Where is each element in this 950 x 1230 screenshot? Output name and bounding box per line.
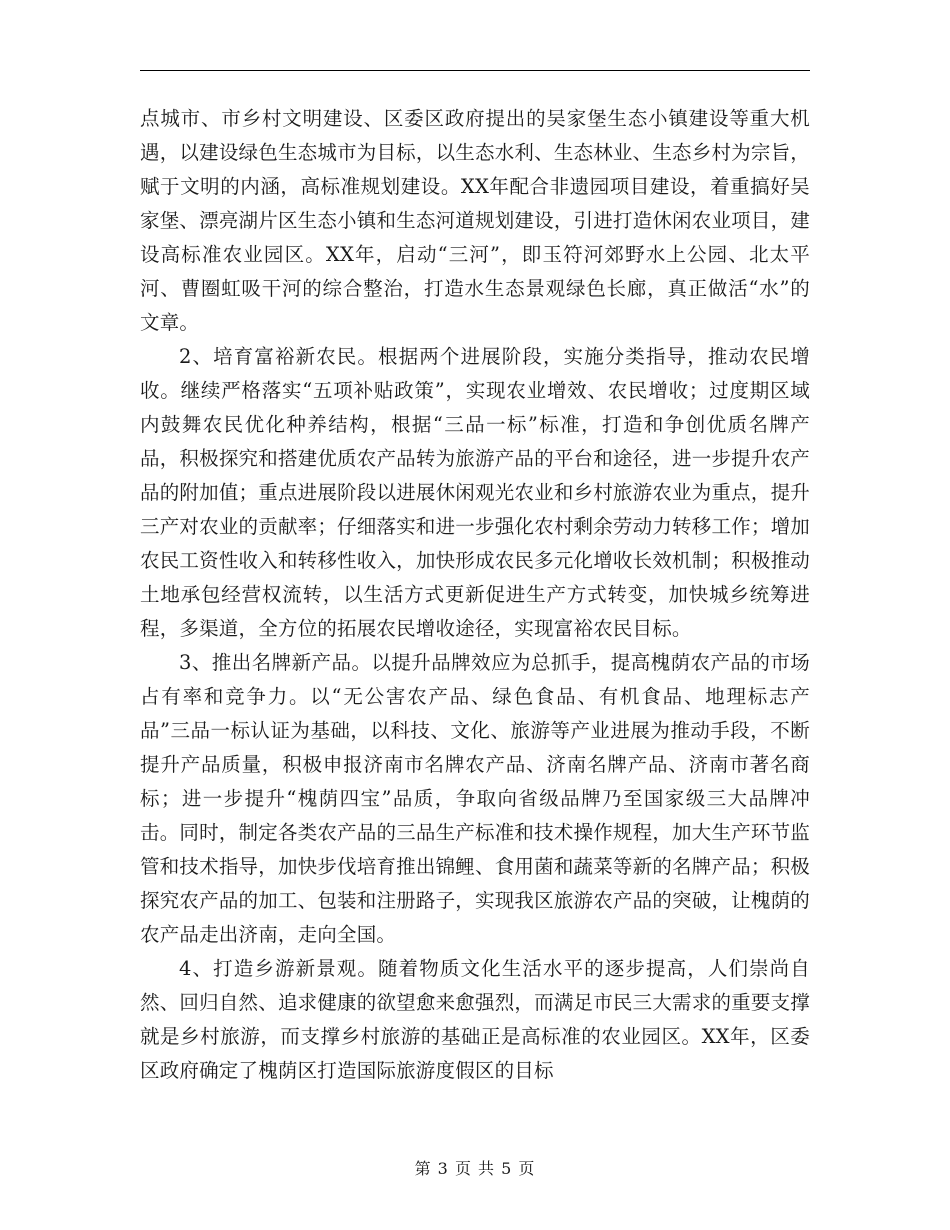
document-body <box>140 102 810 1088</box>
paragraph-4: 4、打造乡游新景观。随着物质文化生活水平的逐步提高，人们崇尚自然、回归自然、追求健康的欲望愈来愈强烈，而满足市民三大需求的重要支撑就是乡村旅游，而支撑乡村旅游的基础正是高标准的农业园区。XX年，区委区政府确定了槐荫区打造国际旅游度假区的目标 <box>140 957 810 1082</box>
paragraph-3: 3、推出名牌新产品。以提升品牌效应为总抓手，提高槐荫农产品的市场占有率和竞争力。以“无公害农产品、绿色食品、有机食品、地理标志产品”三品一标认证为基础，以科技、文化、旅游等产业进展为推动手段，不断提升产品质量，积极申报济南市名牌农产品、济南名牌产品、济南市著名商标；进一步提升“槐荫四宝”品质，争取向省级品牌乃至国家级三大品牌冲击。同时，制定各类农产品的三品生产标准和技术操作规程，加大生产环节监管和技术指导，加快步伐培育推出锦鲤、食用菌和蔬菜等新的名牌产品；积极探究农产品的加工、包装和注册路子，实现我区旅游农产品的突破，让槐荫的农产品走出济南，走向全国。 <box>140 651 810 946</box>
header-rule <box>140 70 810 71</box>
page-number-footer: 第 3 页 共 5 页 <box>414 1159 536 1178</box>
paragraph-2: 2、培育富裕新农民。根据两个进展阶段，实施分类指导，推动农民增收。继续严格落实“五项补贴政策”，实现农业增效、农民增收；过度期区域内鼓舞农民优化种养结构，根据“三品一标”标准，打造和争创优质名牌产品，积极探究和搭建优质农产品转为旅游产品的平台和途径，进一步提升农产品的附加值；重点进展阶段以进展休闲观光农业和乡村旅游农业为重点，提升三产对农业的贡献率；仔细落实和进一步强化农村剩余劳动力转移工作；增加农民工资性收入和转移性收入，加快形成农民多元化增收长效机制；积极推动土地承包经营权流转，以生活方式更新促进生产方式转变，加快城乡统筹进程，多渠道，全方位的拓展农民增收途径，实现富裕农民目标。 <box>140 345 810 640</box>
paragraph-continuation: 点城市、市乡村文明建设、区委区政府提出的吴家堡生态小镇建设等重大机遇，以建设绿色生态城市为目标，以生态水利、生态林业、生态乡村为宗旨，赋于文明的内涵，高标准规划建设。XX年配合非遗园项目建设，着重搞好吴家堡、漂亮湖片区生态小镇和生态河道规划建设，引进打造休闲农业项目，建设高标准农业园区。XX年，启动“三河”，即玉符河郊野水上公园、北太平河、曹圈虹吸干河的综合整治，打造水生态景观绿色长廊，真正做活“水”的文章。 <box>140 107 810 334</box>
